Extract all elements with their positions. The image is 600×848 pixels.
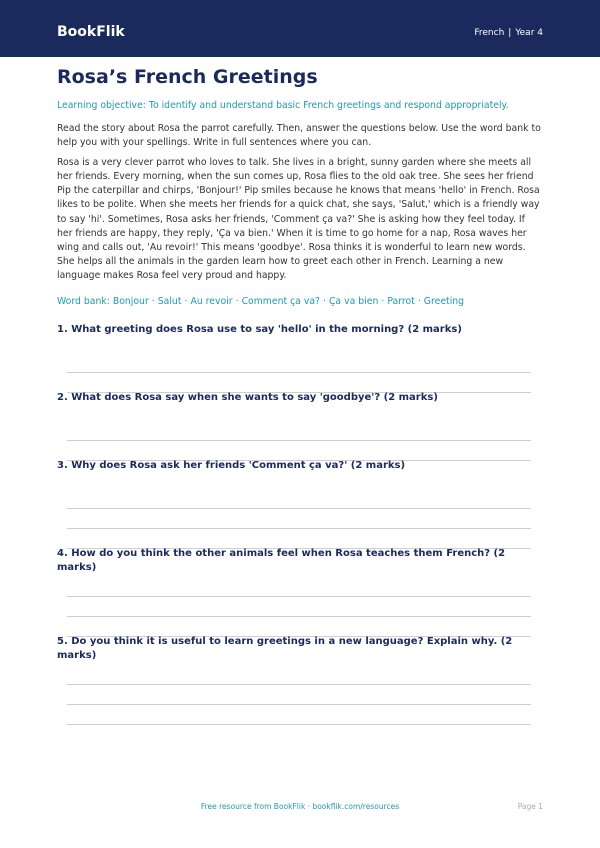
word-bank xyxy=(57,295,543,309)
word-bank-word: Ça va bien xyxy=(328,296,379,308)
answer-line[interactable] xyxy=(67,528,531,529)
word-bank-word: Au revoir xyxy=(190,296,233,308)
answer-line[interactable] xyxy=(67,684,531,685)
word-bank-word: Comment ça va? xyxy=(241,296,320,308)
answer-line[interactable] xyxy=(67,616,531,617)
answer-line[interactable] xyxy=(67,704,531,705)
brand-logo[interactable]: BookFlik xyxy=(57,24,125,40)
page-header xyxy=(0,0,600,57)
subject-year xyxy=(474,26,543,40)
question-5: 5. Do you think it is useful to learn greetings in a new language? Explain why. (2 marks) xyxy=(57,636,513,661)
answer-line[interactable] xyxy=(67,508,531,509)
word-bank-separator: · xyxy=(184,296,188,308)
word-bank-separator: · xyxy=(235,296,239,308)
word-bank-word: Greeting xyxy=(423,296,465,308)
story-text: Rosa is a very clever parrot who loves to talk. She lives in a bright, sunny garden where she meets all her friends. Every morning, when the sun comes up, Rosa flies to the old oak tree. She sees her friend Pip the caterpillar and chirps, 'Bonjour!' Pip smiles because he knows that means 'hello' in French. Rosa likes to be polite. When she meets her friends for a quick chat, she says, 'Salut,' which is a friendly way to say 'hi'. Sometimes, Rosa asks her friends, 'Comment ça va?' She is asking how they feel today. If her friends are happy, they reply, 'Ça va bien.' When it is time to go home for a nap, Rosa waves her wing and calls out, 'Au revoir!' This means 'goodbye'. Rosa thinks it is wonderful to learn new words. She helps all the animals in the garden learn how to greet each other in French. Learning a new language makes Rosa feel very proud and happy. xyxy=(57,157,540,281)
meta-separator: | xyxy=(508,28,512,38)
page-title: Rosa’s French Greetings xyxy=(57,66,318,88)
word-bank-word: Bonjour xyxy=(112,296,149,308)
answer-line[interactable] xyxy=(67,372,531,373)
page-number: Page 1 xyxy=(517,802,543,811)
answer-line[interactable] xyxy=(67,724,531,725)
question-2: 2. What does Rosa say when she wants to say 'goodbye'? (2 marks) xyxy=(57,392,438,403)
instructions: Read the story about Rosa the parrot carefully. Then, answer the questions below. Use the word bank to help you with your spellings. Write in full sentences where you can. xyxy=(57,123,541,149)
question-3: 3. Why does Rosa ask her friends 'Comment ça va?' (2 marks) xyxy=(57,460,406,471)
question-4: 4. How do you think the other animals feel when Rosa teaches them French? (2 marks) xyxy=(57,548,506,573)
word-bank-word: Parrot xyxy=(387,296,415,308)
word-bank-separator: · xyxy=(322,296,326,308)
word-bank-separator: · xyxy=(381,296,385,308)
subject-label: French xyxy=(474,28,505,38)
learning-objective: Learning objective: To identify and understand basic French greetings and respond appropriately. xyxy=(57,100,509,111)
word-bank-label: Word bank: xyxy=(57,296,113,308)
worksheet-body xyxy=(57,64,543,309)
answer-line[interactable] xyxy=(67,440,531,441)
year-label: Year 4 xyxy=(515,28,543,38)
word-bank-separator: · xyxy=(417,296,421,308)
word-bank-separator: · xyxy=(151,296,155,308)
question-1: 1. What greeting does Rosa use to say 'hello' in the morning? (2 marks) xyxy=(57,324,462,335)
footer-credit[interactable]: Free resource from BookFlik · bookflik.com/resources xyxy=(200,802,400,811)
word-bank-word: Salut xyxy=(157,296,182,308)
answer-line[interactable] xyxy=(67,596,531,597)
